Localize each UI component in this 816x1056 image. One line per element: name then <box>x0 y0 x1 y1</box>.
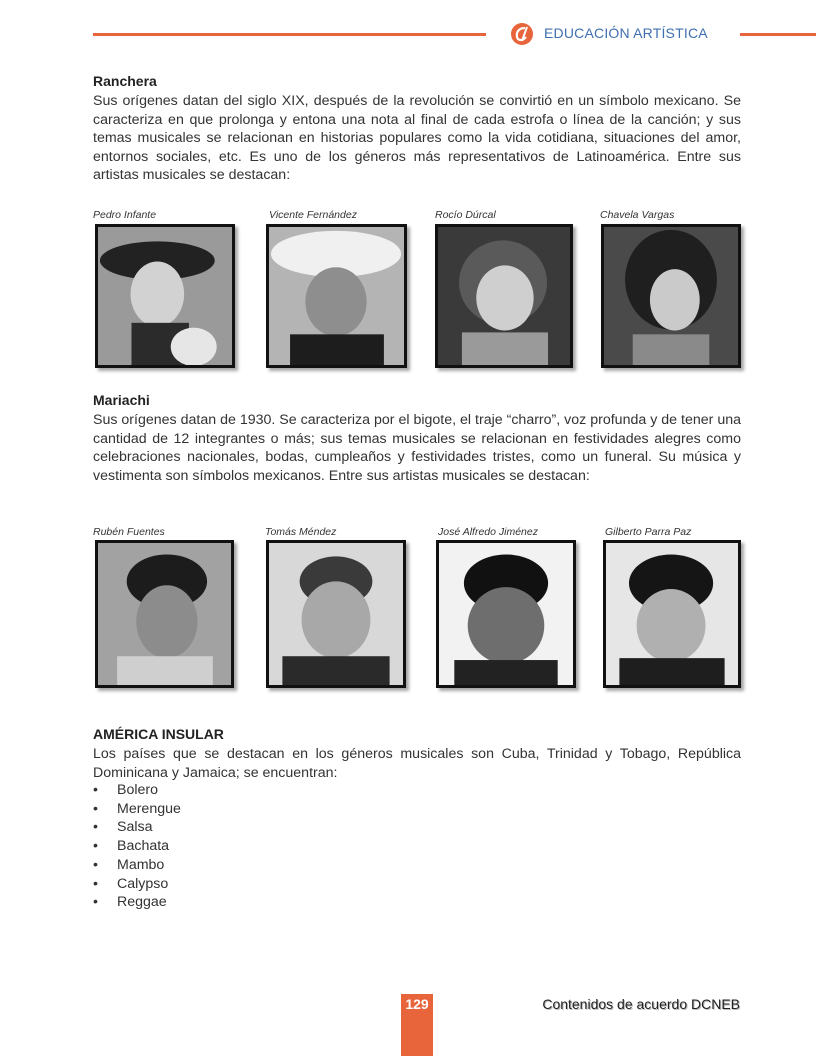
genre-label: Reggae <box>117 894 167 911</box>
header-rule-right <box>740 33 816 36</box>
section-title-mariachi: Mariachi <box>93 392 150 408</box>
photo-rocio-durcal <box>435 224 573 368</box>
artist-name-gilberto-parra-paz: Gilberto Parra Paz <box>605 526 692 538</box>
bullet-icon: • <box>93 856 98 873</box>
photo-ruben-fuentes <box>95 540 234 688</box>
genre-label: Salsa <box>117 819 153 836</box>
artist-name-vicente-fernandez: Vicente Fernández <box>269 209 357 221</box>
footer-text: Contenidos de acuerdo DCNEB <box>542 996 740 1012</box>
ranchera-artist-names <box>93 209 741 223</box>
photo-tomas-mendez <box>266 540 406 688</box>
section-body-america-insular: Los países que se destacan en los géneros musicales son Cuba, Trinidad y Tobago, República Dominicana y Jamaica; se encuentran: <box>93 746 741 781</box>
mariachi-section <box>93 391 741 485</box>
list-item <box>93 893 181 912</box>
list-item <box>93 856 181 875</box>
bullet-icon: • <box>93 800 98 817</box>
section-body-ranchera: Sus orígenes datan del siglo XIX, después de la revolución se convirtió en un símbolo mexicano. Se caracteriza en que prolonga y entona una nota al final de cada estrofa o línea de la canción; y sus temas musicales se relacionan en historias populares como la vida cotidiana, situaciones del amor, entornos sociales, etc. Es uno de los géneros más representativos de Latinoamérica. Entre sus artistas musicales se destacan: <box>93 93 741 183</box>
list-item <box>93 875 181 894</box>
bullet-icon: • <box>93 782 98 798</box>
genre-label: Calypso <box>117 875 169 892</box>
photo-vicente-fernandez <box>266 224 407 368</box>
america-insular-section <box>93 725 741 782</box>
section-title-ranchera: Ranchera <box>93 73 157 89</box>
photo-gilberto-parra-paz <box>603 540 741 688</box>
genre-label: Bolero <box>117 782 159 798</box>
page-number: 129 <box>405 996 429 1012</box>
photo-jose-alfredo-jimenez <box>436 540 576 688</box>
bullet-icon: • <box>93 894 98 911</box>
header-rule-left <box>93 33 486 36</box>
artist-name-ruben-fuentes: Rubén Fuentes <box>93 526 165 538</box>
section-title-america-insular: AMÉRICA INSULAR <box>93 726 224 742</box>
artist-name-pedro-infante: Pedro Infante <box>93 209 157 221</box>
mariachi-artist-names <box>93 526 741 540</box>
bullet-icon: • <box>93 838 98 855</box>
list-item <box>93 800 181 819</box>
logo-icon <box>510 22 534 46</box>
genre-list <box>93 781 181 912</box>
section-body-mariachi: Sus orígenes datan de 1930. Se caracteriza por el bigote, el traje “charro”, voz profunda y de tener una cantidad de 12 integrantes o más; sus temas musicales se relacionan en festividades alegres como celebraciones nacionales, bodas, cumpleaños y festividades tristes, como un funeral. Su música y vestimenta son símbolos mexicanos. Entre sus artistas musicales se destacan: <box>93 412 741 484</box>
photo-chavela-vargas <box>601 224 741 368</box>
artist-name-chavela-vargas: Chavela Vargas <box>600 209 675 221</box>
header-title: EDUCACIÓN ARTÍSTICA <box>544 25 708 41</box>
genre-label: Bachata <box>117 838 170 855</box>
genre-label: Mambo <box>117 856 165 873</box>
artist-name-tomas-mendez: Tomás Méndez <box>265 526 337 538</box>
ranchera-section <box>93 72 741 185</box>
list-item <box>93 818 181 837</box>
genre-label: Merengue <box>117 800 181 817</box>
artist-name-jose-alfredo-jimenez: José Alfredo Jiménez <box>438 526 538 538</box>
photo-pedro-infante <box>95 224 235 368</box>
bullet-icon: • <box>93 875 98 892</box>
list-item <box>93 837 181 856</box>
bullet-icon: • <box>93 819 98 836</box>
list-item <box>93 781 181 800</box>
artist-name-rocio-durcal: Rocío Dúrcal <box>435 209 496 221</box>
